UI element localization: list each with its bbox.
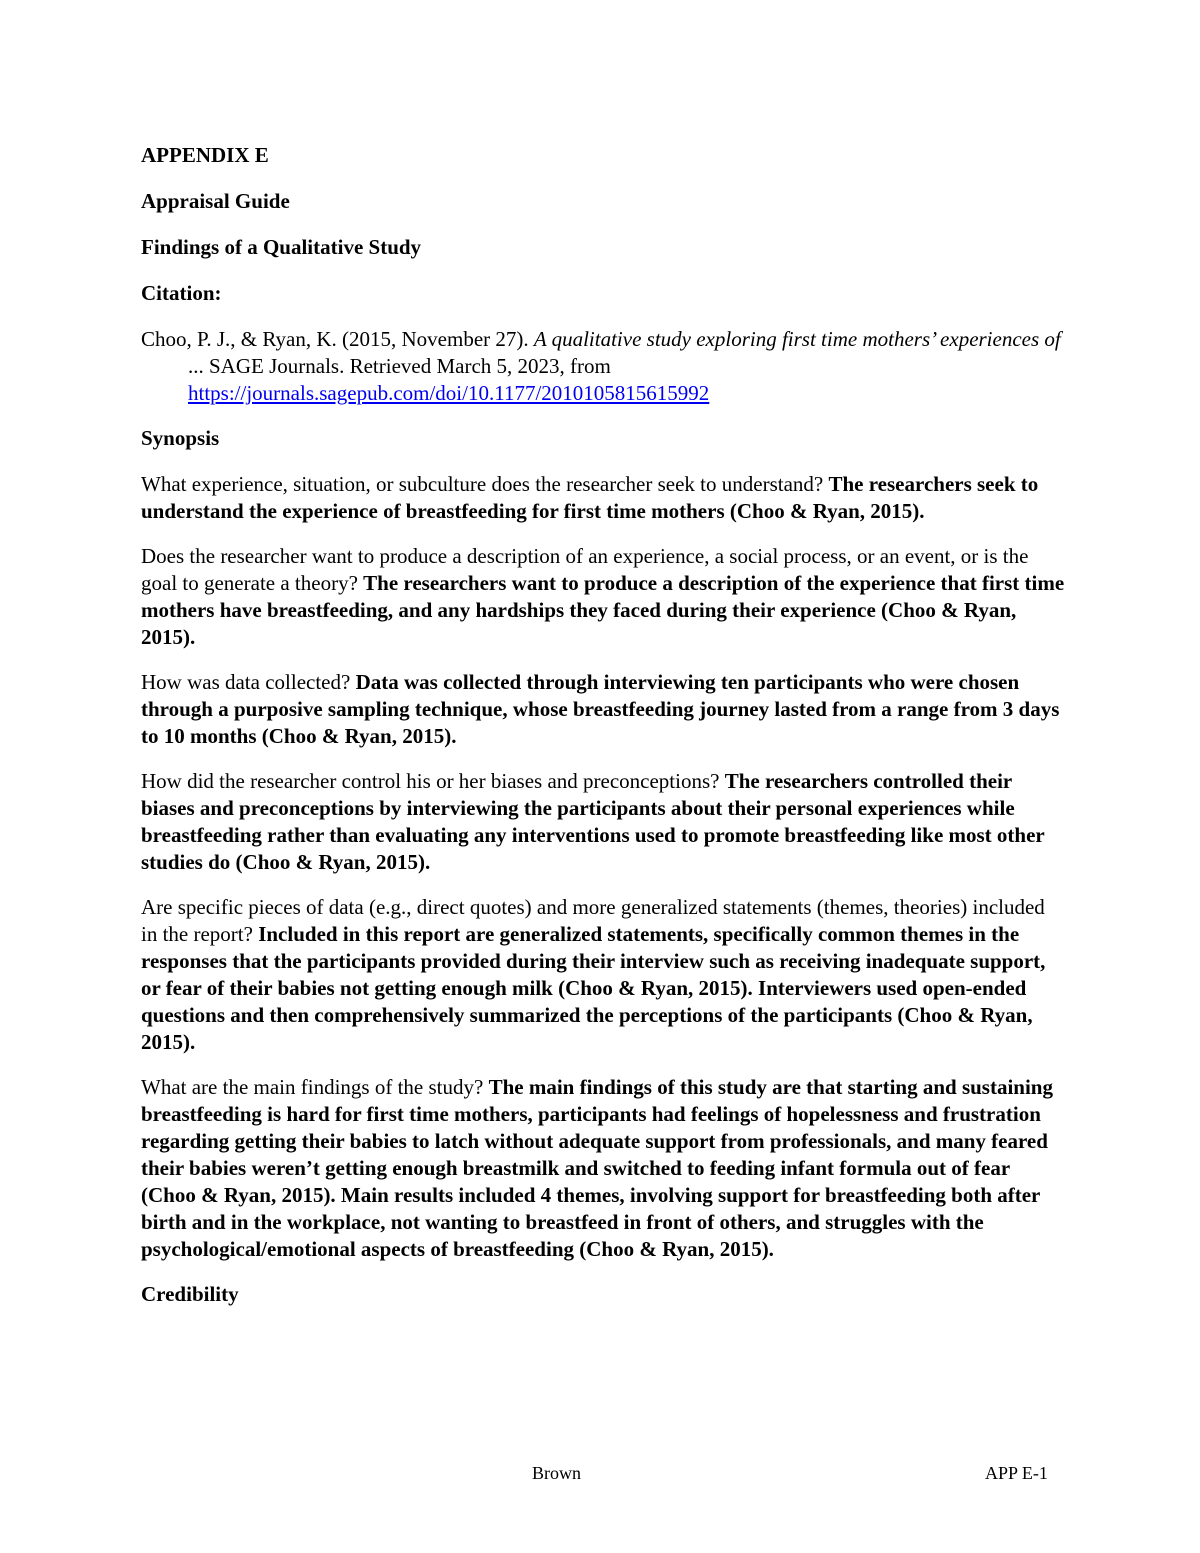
citation-ellipsis: ...: [188, 354, 209, 378]
guide-title: Appraisal Guide: [141, 189, 290, 213]
qa-paragraph: [141, 768, 1066, 876]
footer-page-number: APP E-1: [985, 1463, 1048, 1483]
citation-publisher: SAGE Journals. Retrieved March 5, 2023, from: [209, 354, 611, 378]
qa-paragraph: [141, 543, 1066, 651]
qa-question: Are specific pieces of data (e.g., direct quotes) and more generalized statements (themes, theories) included in the report?: [141, 895, 1045, 946]
qa-question: What are the main findings of the study?: [141, 1075, 489, 1099]
qa-question: What experience, situation, or subculture does the researcher seek to understand?: [141, 472, 829, 496]
study-type-title: Findings of a Qualitative Study: [141, 235, 422, 259]
citation-label: Citation:: [141, 281, 222, 305]
qa-answer: The researchers controlled their biases and preconceptions by interviewing the participants about their personal experiences while breastfeeding rather than evaluating any interventions used to promote breastfeeding like most other studies do (Choo & Ryan, 2015).: [141, 769, 1045, 874]
citation-title: A qualitative study exploring first time mothers’ experiences of: [533, 327, 1061, 351]
qa-paragraph: [141, 471, 1066, 525]
qa-answer: The main findings of this study are that starting and sustaining breastfeeding is hard for first time mothers, participants had feelings of hopelessness and frustration regarding getting their babies to latch without adequate support from professionals, and many feared their babies weren’t getting enough breastmilk and switched to feeding infant formula out of fear (Choo & Ryan, 2015). Main results included 4 themes, involving support for breastfeeding both after birth and in the workplace, not wanting to breastfeed in front of others, and struggles with the psychological/emotional aspects of breastfeeding (Choo & Ryan, 2015).: [141, 1075, 1053, 1261]
qa-answer: The researchers want to produce a description of the experience that first time mothers have breastfeeding, and any hardships they faced during their experience (Choo & Ryan, 2015).: [141, 571, 1065, 649]
qa-question: How was data collected?: [141, 670, 356, 694]
qa-answer: Data was collected through interviewing ten participants who were chosen through a purposive sampling technique, whose breastfeeding journey lasted from a range from 3 days to 10 months (Choo & Ryan, 2015).: [141, 670, 1060, 748]
qa-paragraph: [141, 894, 1066, 1056]
qa-paragraph: [141, 669, 1066, 750]
qa-answer: Included in this report are generalized statements, specifically common themes in the responses that the participants provided during their interview such as receiving inadequate support, or fear of their babies not getting enough milk (Choo & Ryan, 2015). Interviewers used open-ended questions and then comprehensively summarized the perceptions of the participants (Choo & Ryan, 2015).: [141, 922, 1046, 1054]
qa-paragraph: [141, 1074, 1066, 1263]
credibility-heading: Credibility: [141, 1282, 239, 1306]
qa-question: How did the researcher control his or her biases and preconceptions?: [141, 769, 725, 793]
document-body: [141, 142, 1066, 1327]
citation-entry: [141, 326, 1066, 407]
qa-answer: The researchers seek to understand the experience of breastfeeding for first time mothers (Choo & Ryan, 2015).: [141, 472, 1039, 523]
citation-authors-date: Choo, P. J., & Ryan, K. (2015, November 27).: [141, 327, 534, 351]
synopsis-heading: Synopsis: [141, 426, 220, 450]
qa-question: Does the researcher want to produce a description of an experience, a social process, or an event, or is the goal to generate a theory?: [141, 544, 1029, 595]
appendix-title: APPENDIX E: [141, 143, 269, 167]
footer-author: Brown: [532, 1463, 581, 1483]
citation-url-link[interactable]: https://journals.sagepub.com/doi/10.1177/2010105815615992: [188, 381, 710, 405]
